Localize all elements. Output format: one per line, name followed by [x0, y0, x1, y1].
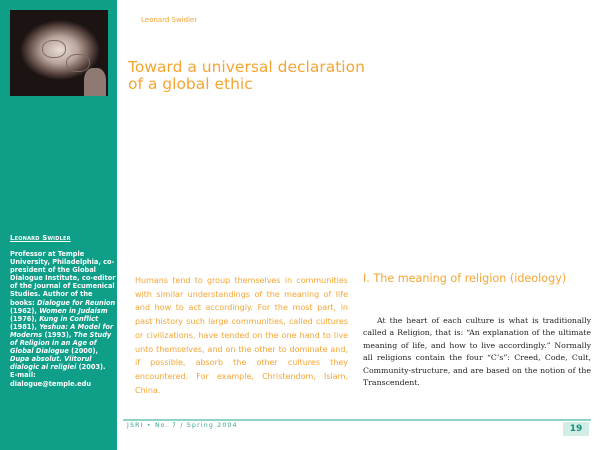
bio-work-year: (1962), — [10, 306, 37, 315]
author-bio — [10, 250, 116, 388]
section-paragraph-container — [363, 315, 591, 389]
bio-work-year: (2003). — [78, 363, 106, 372]
glasses-lens-right — [66, 54, 90, 72]
bio-intro: Professor at Temple University, Philadelphia, co-president of the Global Dialogue Institute, co-editor of the Journal of Ecumenical Studies. Author of the books: — [10, 250, 116, 307]
section-heading: I. The meaning of religion (ideology) — [363, 272, 567, 285]
bio-work-title: Kung in Conflict — [39, 314, 99, 323]
bio-work-title: The Study of Religion in an Age of Global Dialogue — [10, 330, 112, 356]
bio-work-title: Women in Judaism — [39, 306, 108, 315]
bio-work-year: (1993), — [44, 330, 72, 339]
bio-work-title: Yeshua: A Model for Moderns — [10, 322, 114, 339]
glasses-lens-left — [42, 40, 66, 58]
section-paragraph: At the heart of each culture is what is traditionally called a Religion, that is: “An explanation of the ultimate meaning of life, and how to live accordingly.” Normally all religions contain the four “C’s”: Creed, Code, Cult, Community-structure, and are based on the notion of the Transcendent. — [363, 316, 591, 388]
email-label: E-mail: — [10, 371, 36, 380]
bio-work-title: Dialogue for Reunion — [37, 298, 116, 307]
footer-rule — [123, 419, 591, 421]
intro-paragraph: Humans tend to group themselves in communities with similar understandings of the meaning of life and how to act accordingly. For the most part, in past history such large communities, called cultures or civilizations, have tended on the one hand to live unto themselves, and on the other to dominate and, if possible, absorb the other cultures they encountered. For example, Christendom, Islam, China. — [135, 276, 348, 395]
article-title — [128, 59, 365, 93]
author-name: Leonard Swidler — [10, 234, 71, 242]
hand-shape — [84, 68, 106, 96]
bio-work-year: (2000), — [71, 347, 98, 356]
author-photo — [10, 10, 108, 96]
bio-work-year: (1976), — [10, 314, 37, 323]
title-line-1: Toward a universal declaration — [128, 58, 365, 76]
running-head: Leonard Swidler — [141, 16, 198, 24]
bio-work-title: Dupa absolut. Viitorul dialogic al religiei — [10, 355, 92, 372]
journal-footer: JSRI • No. 7 / Spring 2004 — [127, 422, 238, 429]
page-number: 19 — [563, 422, 589, 436]
bio-work-year: (1981), — [10, 322, 37, 331]
email-link[interactable]: dialogue@temple.edu — [10, 379, 92, 388]
author-sidebar — [0, 0, 117, 450]
title-line-2: of a global ethic — [128, 75, 253, 93]
